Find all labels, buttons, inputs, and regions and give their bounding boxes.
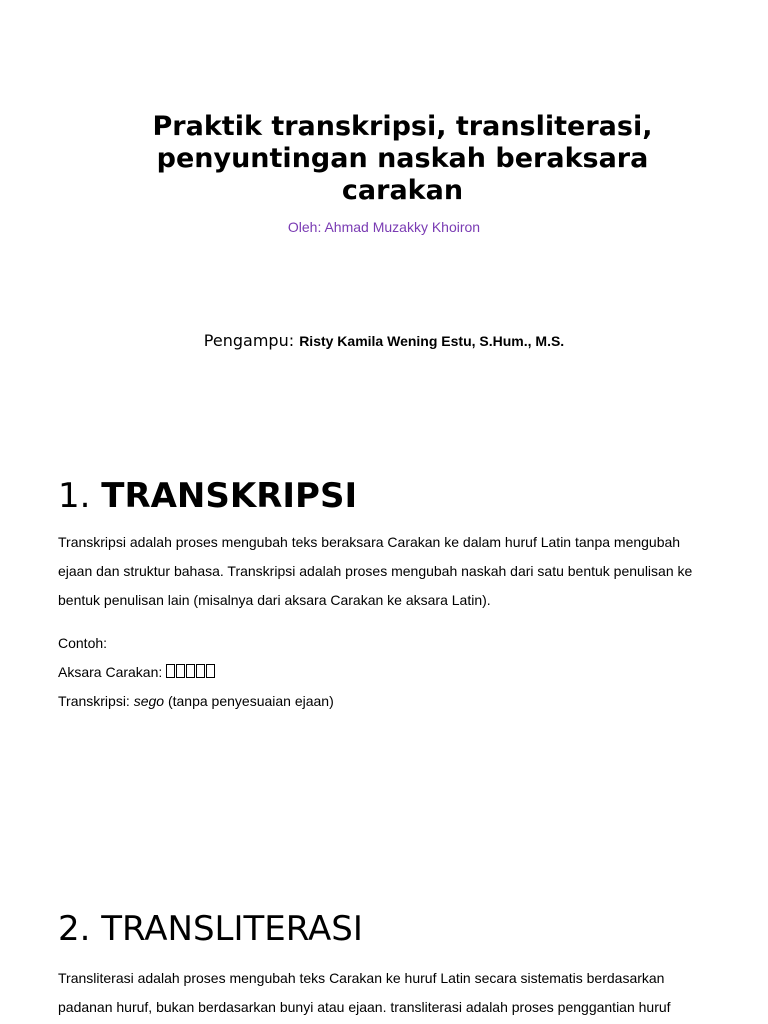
section-heading-transliterasi	[58, 909, 363, 949]
pengampu-label: Pengampu:	[203, 331, 300, 350]
missing-glyph-box	[186, 664, 195, 678]
author-line: Oleh: Ahmad Muzakky Khoiron	[287, 219, 481, 235]
pengampu-name: Risty Kamila Wening Estu, S.Hum., M.S.	[299, 333, 565, 349]
transkripsi-paragraph: Transkripsi adalah proses mengubah teks beraksara Carakan ke dalam huruf Latin tanpa mengubah ejaan dan struktur bahasa. Transkripsi adalah proses mengubah naskah dari satu bentuk penulisan ke bentuk penulisan lain (misalnya dari aksara Carakan ke aksara Latin).	[58, 534, 693, 608]
pengampu-line	[0, 331, 768, 352]
missing-glyph-box	[166, 664, 175, 678]
aksara-carakan-glyphs	[166, 663, 216, 681]
section-heading-transkripsi	[58, 476, 357, 516]
section-number: 1.	[58, 476, 102, 516]
aksara-carakan-label: Aksara Carakan:	[58, 664, 167, 680]
aksara-carakan-line	[58, 663, 216, 681]
section-title: TRANSLITERASI	[101, 909, 363, 949]
missing-glyph-box	[206, 664, 215, 678]
transkripsi-note: (tanpa penyesuaian ejaan)	[164, 693, 334, 709]
transliterasi-paragraph: Transliterasi adalah proses mengubah teks Carakan ke huruf Latin secara sistematis berdasarkan padanan huruf, bukan berdasarkan bunyi atau ejaan. transliterasi adalah proses penggantian huruf	[58, 970, 671, 1015]
missing-glyph-box	[196, 664, 205, 678]
section-title: TRANSKRIPSI	[101, 476, 358, 516]
transkripsi-example-line	[58, 692, 334, 710]
transkripsi-word: sego	[133, 693, 165, 709]
transkripsi-label: Transkripsi:	[58, 693, 134, 709]
missing-glyph-box	[176, 664, 185, 678]
document-title: Praktik transkripsi, transliterasi, penyuntingan naskah beraksara carakan	[152, 111, 653, 206]
example-label: Contoh:	[58, 635, 108, 651]
section-number: 2.	[58, 909, 102, 949]
